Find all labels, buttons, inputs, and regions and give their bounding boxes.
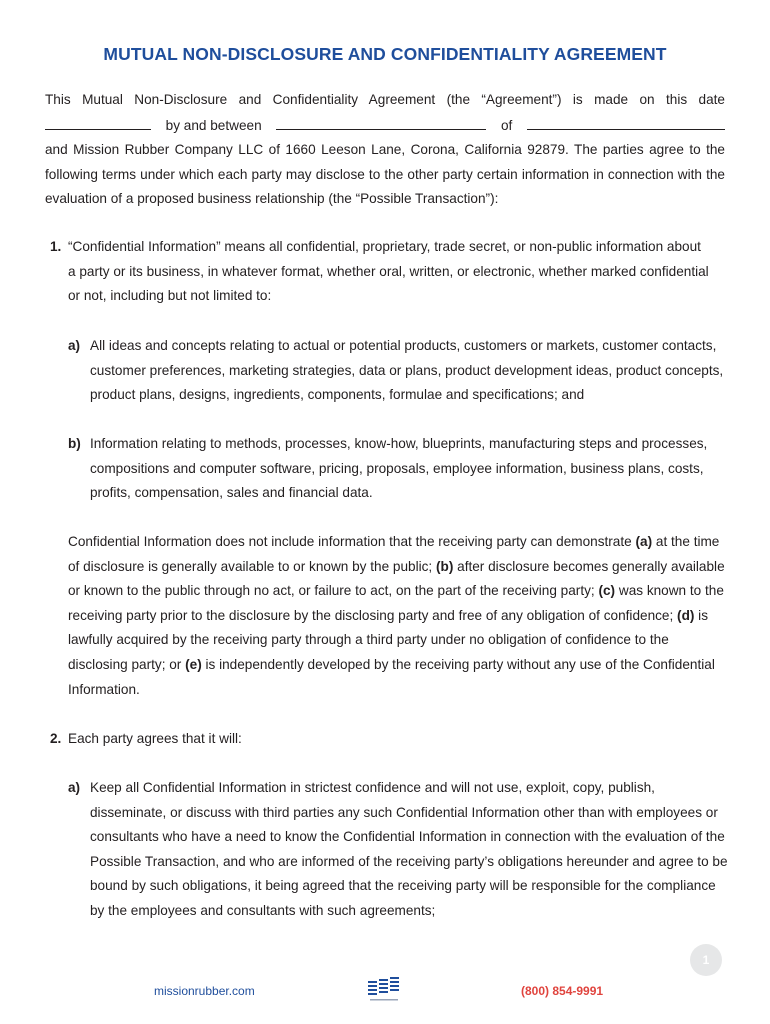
party-address-blank-field[interactable]: [527, 113, 725, 130]
section-1-text: “Confidential Information” means all confidential, proprietary, trade secret, or non-public information about a party or its business, in whatever format, whether oral, written, or electronic, whether marked confidential or not, including but not limited to:: [68, 239, 709, 304]
exclusion-label-b: (b): [436, 558, 454, 574]
section-1-number: 1.: [50, 239, 62, 254]
phone-number[interactable]: (800) 854-9991: [521, 984, 604, 998]
section-1: [50, 235, 710, 309]
intro-rest: and Mission Rubber Company LLC of 1660 Leeson Lane, Corona, California 92879. The parties agree to the following terms under which each party may disclose to the other party certain information in connection with the evaluation of a proposed business relationship (the “Possible Transaction”):: [45, 142, 725, 207]
by-and-between-text: by and between: [165, 117, 262, 133]
intro-blank-line: [45, 113, 725, 139]
exclusions-text-5: is lawfully acquired by the receiving party through a third party under no obligation of confidence to the disclosing party; or: [68, 607, 708, 672]
website-link[interactable]: missionrubber.com: [154, 984, 255, 998]
section-1-item-b: [68, 432, 728, 506]
exclusion-label-d: (d): [677, 607, 695, 623]
exclusions-text-1: Confidential Information does not include information that the receiving party can demonstrate: [68, 534, 636, 549]
intro-line-1: This Mutual Non-Disclosure and Confidentiality Agreement (the “Agreement”) is made on this date: [45, 92, 725, 107]
section-1-item-a-label: a): [68, 338, 81, 353]
page-number-badge: 1: [690, 944, 722, 976]
mission-rubber-logo-icon: [366, 975, 402, 1005]
date-blank-field[interactable]: [45, 113, 151, 130]
exclusion-label-a: (a): [635, 534, 653, 549]
exclusions-text-3: after disclosure becomes generally available or known to the public through no act, or failure to act, on the part of the receiving party;: [68, 558, 725, 599]
intro-paragraph: [45, 88, 725, 212]
section-2-item-a-text: Keep all Confidential Information in strictest confidence and will not use, exploit, copy, publish, disseminate, or discuss with third parties any such Confidential Information other than with employees or consultants who have a need to know the Confidential Information in connection with the evaluation of the Possible Transaction, and who are informed of the receiving party’s obligations hereunder and agree to be bound by such obligations, it being agreed that the receiving party will be responsible for the compliance by the employees and consultants with such agreements;: [90, 780, 728, 918]
exclusions-text-2: at the time of disclosure is generally available to or known by the public;: [68, 534, 720, 574]
exclusions-paragraph: [68, 530, 728, 702]
section-1-item-a-text: All ideas and concepts relating to actual or potential products, customers or markets, customer contacts, customer preferences, marketing strategies, data or plans, product development ideas, product concepts, product plans, designs, ingredients, components, formulae and specifications; and: [90, 338, 724, 403]
section-1-item-a: [68, 334, 728, 408]
section-2-number: 2.: [50, 731, 62, 746]
exclusion-label-c: (c): [598, 583, 616, 599]
exclusion-label-e: (e): [185, 656, 202, 672]
of-text: of: [500, 117, 513, 133]
party-name-blank-field[interactable]: [276, 113, 486, 130]
exclusions-text-6: is independently developed by the receiving party without any use of the Confidential Information.: [68, 656, 715, 697]
section-2: [50, 727, 710, 752]
document-title: MUTUAL NON-DISCLOSURE AND CONFIDENTIALITY AGREEMENT: [103, 44, 667, 64]
section-2-item-a-label: a): [68, 780, 81, 795]
section-2-text: Each party agrees that it will:: [68, 731, 242, 746]
section-1-item-b-label: b): [68, 436, 81, 451]
section-1-item-b-text: Information relating to methods, processes, know-how, blueprints, manufacturing steps and processes, compositions and computer software, pricing, proposals, employee information, business plans, costs, profits, compensation, sales and financial data.: [90, 436, 708, 501]
section-2-item-a: [68, 776, 728, 924]
exclusions-text-4: was known to the receiving party prior to the disclosure by the disclosing party and free of any obligation of confidence;: [68, 583, 724, 623]
